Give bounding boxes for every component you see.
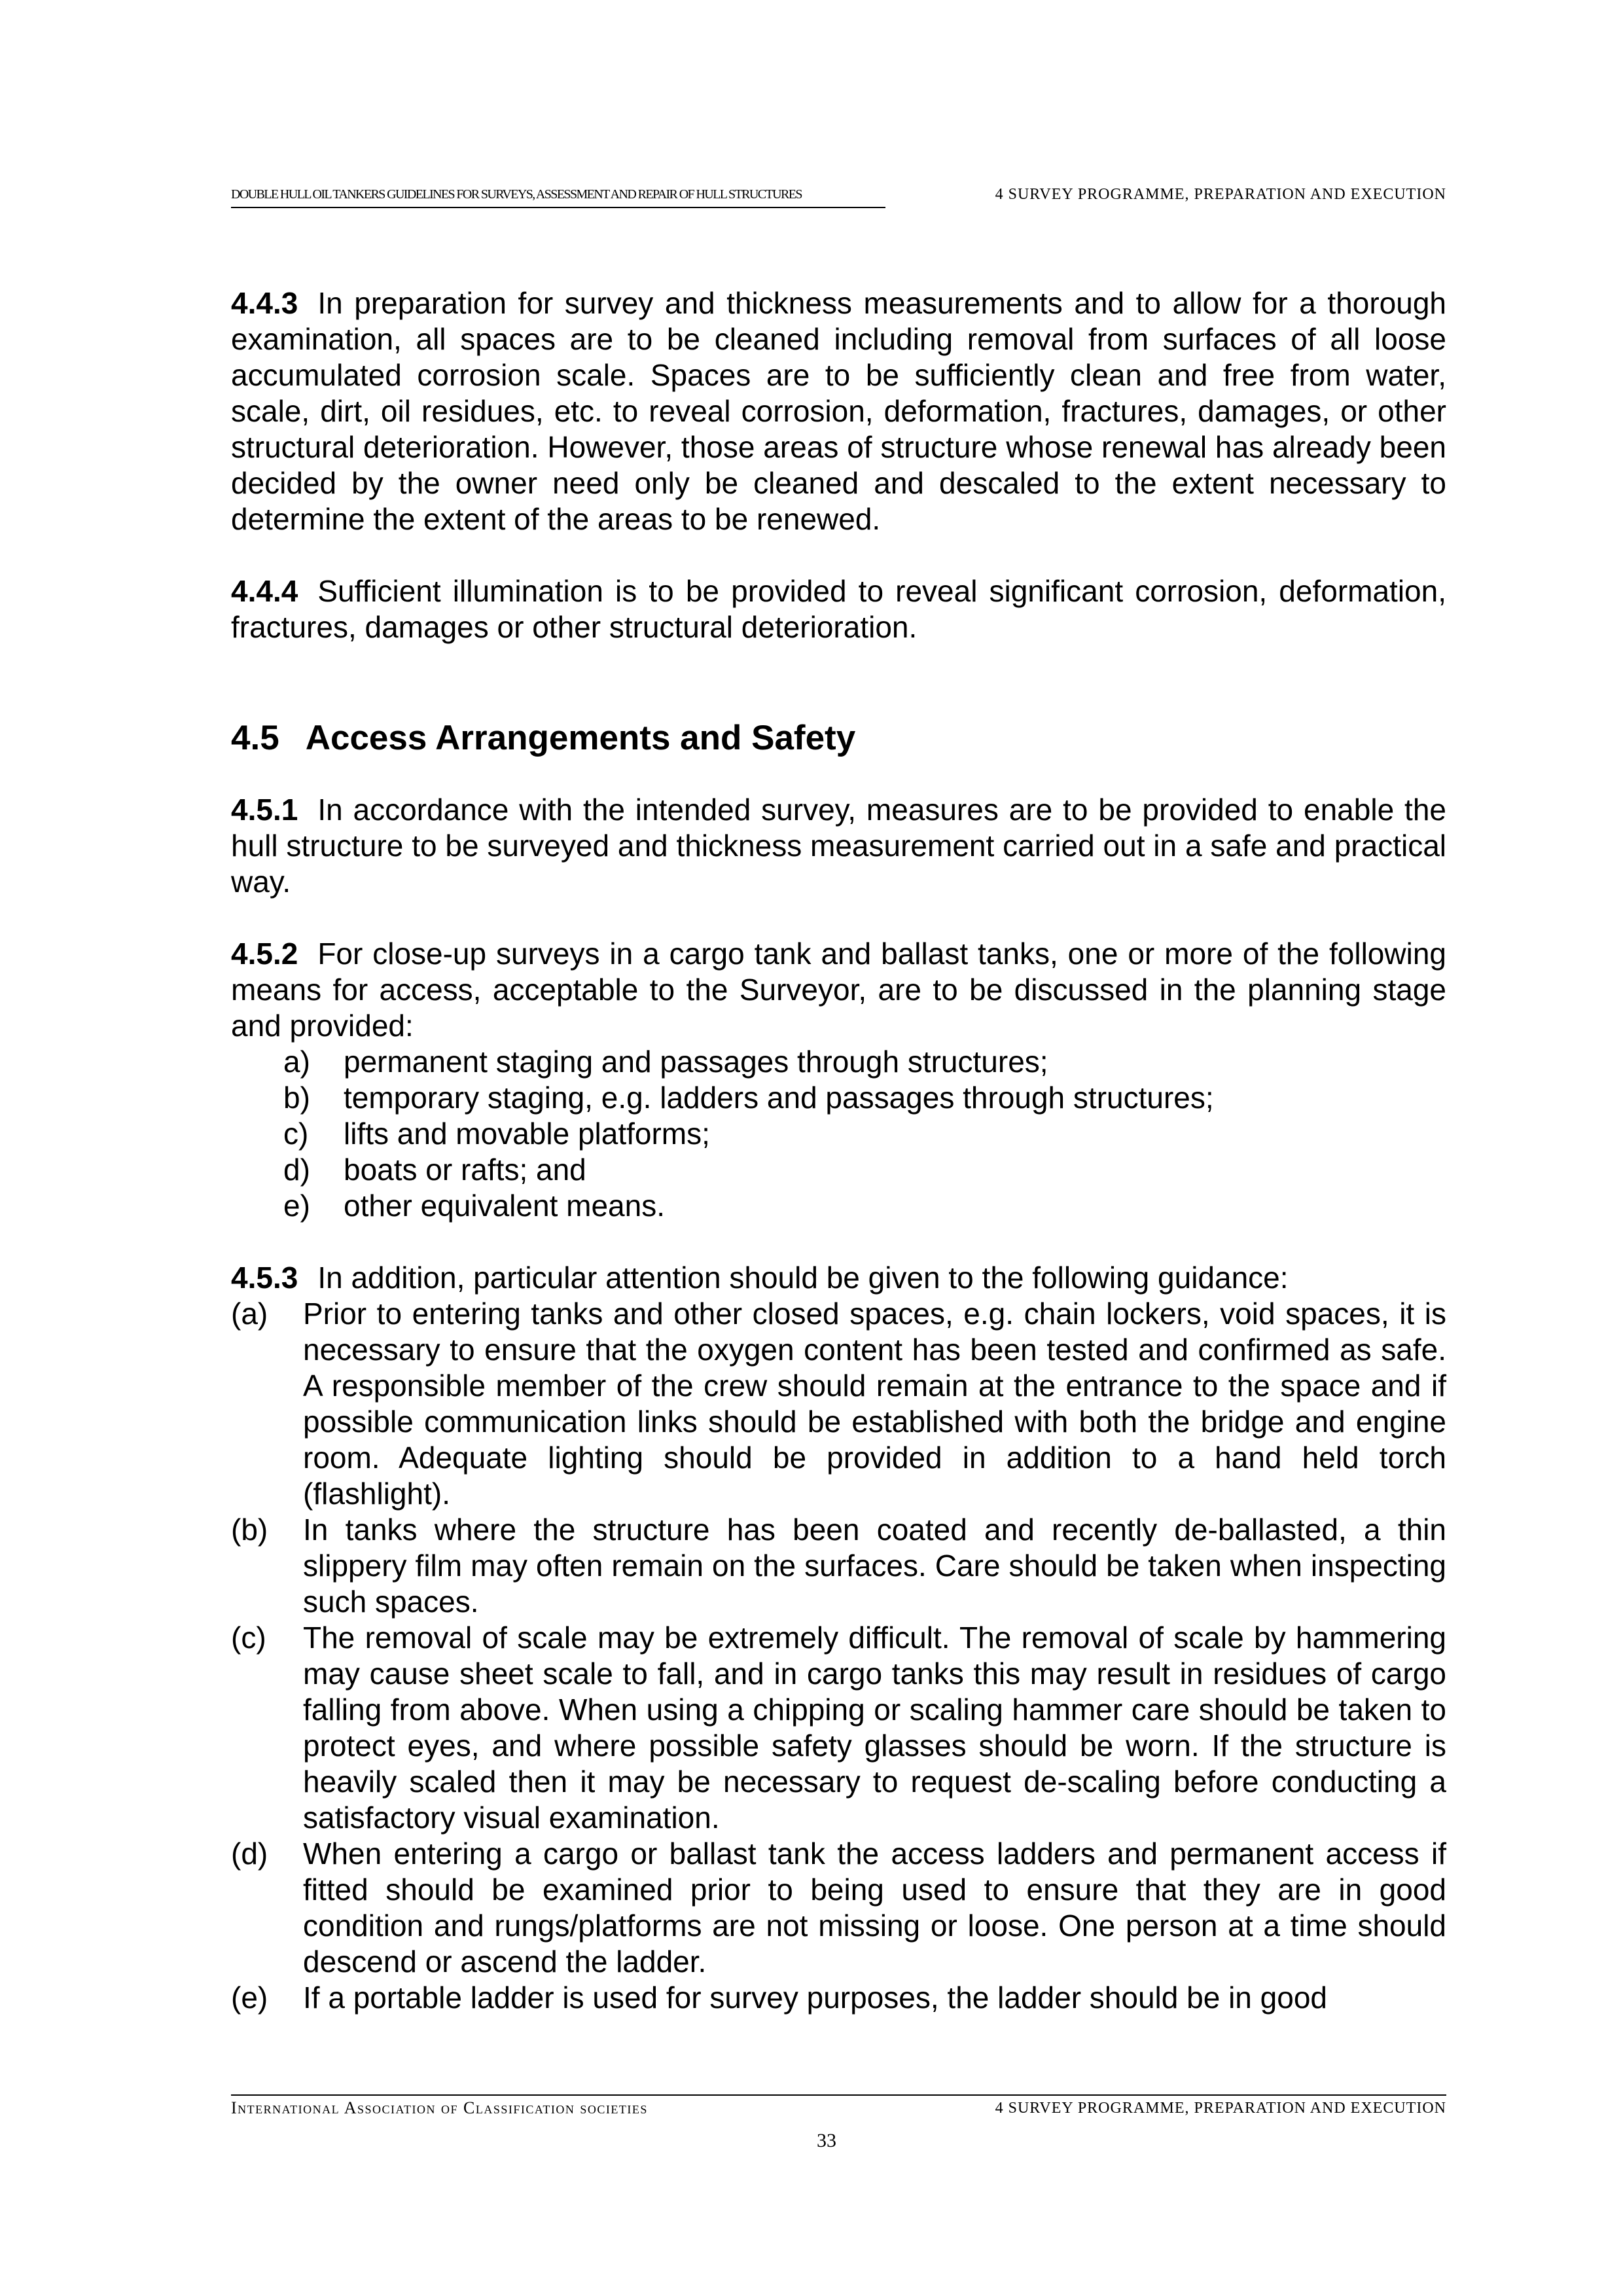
header-rule xyxy=(231,207,885,208)
section-title: Access Arrangements and Safety xyxy=(305,719,856,757)
footer-rule xyxy=(231,2094,1446,2096)
guidance-list xyxy=(231,1296,1446,2016)
list-item xyxy=(231,1116,1446,1152)
list-item xyxy=(231,1980,1446,2016)
footer-organization: International Association of Classification societies xyxy=(231,2098,648,2117)
list-item xyxy=(231,1080,1446,1116)
list-item-text: boats or rafts; and xyxy=(344,1153,586,1187)
paragraph-text: In preparation for survey and thickness measurements and to allow for a thorough examination, all spaces are to be cleaned including removal from surfaces of all loose accumulated corrosion scale. Spaces are to be sufficiently clean and free from water, scale, dirt, oil residues, etc. to reveal corrosion, deformation, fractures, damages, or other structural deterioration. However, those areas of structure whose renewal has already been decided by the owner need only be cleaned and descaled to the extent necessary to determine the extent of the areas to be renewed. xyxy=(231,286,1446,536)
list-item xyxy=(231,1836,1446,1980)
header-chapter-title: 4 SURVEY PROGRAMME, PREPARATION AND EXECUTION xyxy=(995,186,1446,203)
list-item-text: The removal of scale may be extremely difficult. The removal of scale by hammering may cause sheet scale to fall, and in cargo tanks this may result in residues of cargo falling from above. When using a chipping or scaling hammer care should be taken to protect eyes, and where possible safety glasses should be worn. If the structure is heavily scaled then it may be necessary to request de-scaling before conducting a satisfactory visual examination. xyxy=(303,1621,1446,1835)
page-number: 33 xyxy=(817,2130,836,2151)
page-footer xyxy=(231,2094,1446,2134)
list-item-text: lifts and movable platforms; xyxy=(344,1117,710,1151)
paragraph-number: 4.5.1 xyxy=(231,793,298,827)
paragraph-text: In addition, particular attention should be given to the following guidance: xyxy=(317,1261,1289,1295)
paragraph-4-4-4 xyxy=(231,573,1446,645)
footer-chapter-title: 4 SURVEY PROGRAMME, PREPARATION AND EXECUTION xyxy=(995,2100,1446,2117)
paragraph-4-5-1 xyxy=(231,792,1446,900)
page-header xyxy=(231,185,1446,208)
list-marker: (e) xyxy=(231,1981,268,2015)
list-marker: (b) xyxy=(231,1513,268,1547)
section-heading xyxy=(231,717,1446,759)
list-item-text: other equivalent means. xyxy=(344,1189,665,1223)
section-number: 4.5 xyxy=(231,719,279,757)
document-body xyxy=(231,285,1446,2016)
list-item xyxy=(231,1044,1446,1080)
list-marker: (c) xyxy=(231,1621,266,1655)
access-means-list xyxy=(231,1044,1446,1224)
paragraph-number: 4.4.4 xyxy=(231,574,298,608)
list-item xyxy=(231,1512,1446,1620)
paragraph-4-5-3 xyxy=(231,1260,1446,1296)
paragraph-4-5-2 xyxy=(231,936,1446,1044)
paragraph-number: 4.5.3 xyxy=(231,1261,298,1295)
list-marker: d) xyxy=(283,1153,310,1187)
list-item-text: Prior to entering tanks and other closed spaces, e.g. chain lockers, void spaces, it is necessary to ensure that the oxygen content has been tested and confirmed as safe. A responsible member of the crew should remain at the entrance to the space and if possible communication links should be established with both the bridge and engine room. Adequate lighting should be provided in addition to a hand held torch (flashlight). xyxy=(303,1297,1446,1511)
list-marker: b) xyxy=(283,1081,310,1115)
list-marker: a) xyxy=(283,1045,310,1079)
paragraph-number: 4.4.3 xyxy=(231,286,298,320)
list-item xyxy=(231,1152,1446,1188)
paragraph-text: In accordance with the intended survey, measures are to be provided to enable the hull structure to be surveyed and thickness measurement carried out in a safe and practical way. xyxy=(231,793,1446,899)
list-item-text: When entering a cargo or ballast tank the access ladders and permanent access if fitted should be examined prior to being used to ensure that they are in good condition and rungs/platforms are not missing or loose. One person at a time should descend or ascend the ladder. xyxy=(303,1837,1446,1979)
list-item xyxy=(231,1296,1446,1512)
list-marker: (a) xyxy=(231,1297,268,1331)
list-item xyxy=(231,1188,1446,1224)
paragraph-number: 4.5.2 xyxy=(231,937,298,971)
list-item xyxy=(231,1620,1446,1836)
list-marker: (d) xyxy=(231,1837,268,1871)
list-item-text: In tanks where the structure has been coated and recently de-ballasted, a thin slippery film may often remain on the surfaces. Care should be taken when inspecting such spaces. xyxy=(303,1513,1446,1619)
list-marker: c) xyxy=(283,1117,309,1151)
list-item-text: permanent staging and passages through structures; xyxy=(344,1045,1048,1079)
paragraph-4-4-3 xyxy=(231,285,1446,537)
paragraph-text: Sufficient illumination is to be provided to reveal significant corrosion, deformation, fractures, damages or other structural deterioration. xyxy=(231,574,1446,644)
header-document-title: DOUBLE HULL OIL TANKERS GUIDELINES FOR SURVEYS, ASSESSMENT AND REPAIR OF HULL STRUCTURES xyxy=(231,187,802,202)
list-item-text: temporary staging, e.g. ladders and passages through structures; xyxy=(344,1081,1214,1115)
list-marker: e) xyxy=(283,1189,310,1223)
list-item-text: If a portable ladder is used for survey purposes, the ladder should be in good xyxy=(303,1981,1327,2015)
paragraph-text: For close-up surveys in a cargo tank and ballast tanks, one or more of the following means for access, acceptable to the Surveyor, are to be discussed in the planning stage and provided: xyxy=(231,937,1446,1043)
